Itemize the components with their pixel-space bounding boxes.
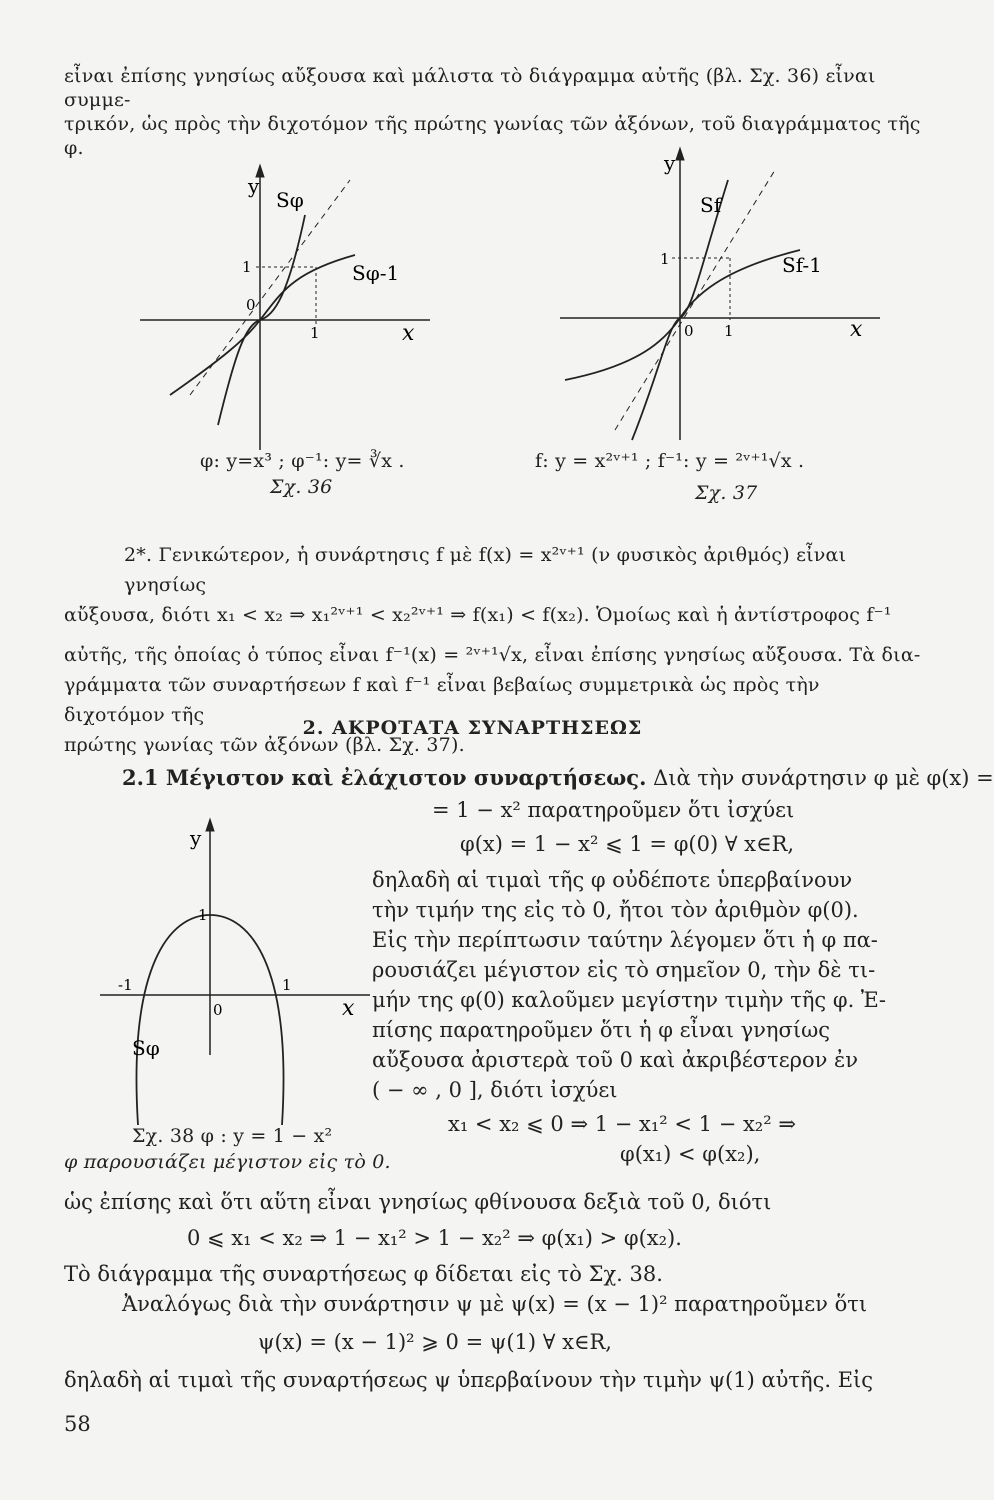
text-line: πίσης παρατηροῦμεν ὅτι ἡ φ εἶναι γνησίως [372, 1018, 830, 1042]
tick-y-1: 1 [198, 906, 208, 924]
page-number: 58 [64, 1412, 91, 1436]
origin-label: 0 [246, 296, 256, 314]
text-line: Τὸ διάγραμμα τῆς συναρτήσεως φ δίδεται εἰς τὸ Σχ. 38. [64, 1262, 663, 1286]
fig38-caption-2: φ παρουσιάζει μέγιστον εἰς τὸ 0. [64, 1151, 391, 1173]
text-line: πρώτης γωνίας τῶν ἀξόνων (βλ. Σχ. 37). [64, 734, 465, 756]
x-axis-label: x [402, 321, 415, 346]
sub-heading-rest: Διὰ τὴν συνάρτησιν φ μὲ φ(x) = [653, 766, 994, 790]
tick-y-1: 1 [660, 250, 670, 268]
text-line: δηλαδὴ αἱ τιμαὶ τῆς συναρτήσεως ψ ὑπερβαίνουν τὴν τιμὴν ψ(1) αὐτῆς. Εἰς [64, 1368, 874, 1392]
text-line: ( − ∞ , 0 ], διότι ἰσχύει [372, 1078, 618, 1102]
text-line: φ(x₁) < φ(x₂), [620, 1142, 761, 1166]
y-axis-arrow [206, 819, 214, 831]
text-line: ὡς ἐπίσης καὶ ὅτι αὕτη εἶναι γνησίως φθίνουσα δεξιὰ τοῦ 0, διότι [64, 1190, 772, 1214]
fig36-caption: Σχ. 36 [270, 476, 333, 498]
text-line: αὔξουσα, διότι x₁ < x₂ ⇒ x₁²ᵛ⁺¹ < x₂²ᵛ⁺¹ ⇒ f(x₁) < f(x₂). Ὁμοίως καὶ ἡ ἀντίστροφος f⁻¹ [64, 604, 892, 626]
figure-38 [80, 815, 380, 1135]
y-axis-label: y [664, 151, 676, 175]
text-line: αὔξουσα ἀριστερὰ τοῦ 0 καὶ ἀκριβέστερον ἐν [372, 1048, 859, 1072]
origin-label: 0 [684, 322, 694, 340]
text-line: 0 ⩽ x₁ < x₂ ⇒ 1 − x₁² > 1 − x₂² ⇒ φ(x₁) > φ(x₂). [187, 1226, 682, 1250]
text-line: ρουσιάζει μέγιστον εἰς τὸ σημεῖον 0, τὴν δὲ τι- [372, 958, 876, 982]
sub-heading-line [122, 763, 994, 793]
curve-label-phi-inverse: Sφ-1 [352, 261, 400, 285]
text-line: ψ(x) = (x − 1)² ⩾ 0 = ψ(1) ∀ x∈R, [258, 1330, 612, 1354]
text-line: x₁ < x₂ ⩽ 0 ⇒ 1 − x₁² < 1 − x₂² ⇒ [448, 1112, 796, 1136]
x-axis-label: x [850, 317, 863, 342]
y-axis-arrow [676, 148, 684, 160]
tick-x-1: 1 [724, 322, 734, 340]
text-line: Ἀναλόγως διὰ τὴν συνάρτησιν ψ μὲ ψ(x) = (x − 1)² παρατηροῦμεν ὅτι [122, 1292, 868, 1316]
figure-36 [130, 155, 450, 455]
tick-x-1: 1 [310, 324, 320, 342]
curve-label-phi: Sφ [276, 188, 304, 212]
y-axis-label: y [190, 826, 202, 850]
text-line: γράμματα τῶν συναρτήσεων f καὶ f⁻¹ εἶναι βεβαίως συμμετρικὰ ὡς πρὸς τὴν διχοτόμον τῆς [64, 674, 820, 726]
x-axis-label: x [342, 996, 355, 1021]
text-line: τὴν τιμήν της εἰς τὸ 0, ἤτοι τὸν ἀριθμὸν φ(0). [372, 898, 859, 922]
tick-y-1: 1 [242, 258, 252, 276]
tick-x-pos1: 1 [282, 976, 292, 994]
text-line: 2*. Γενικώτερον, ἡ συνάρτησις f μὲ f(x) = x²ᵛ⁺¹ (ν φυσικὸς ἀριθμός) εἶναι γνησίως [124, 544, 847, 596]
tick-x-neg1: -1 [118, 976, 133, 994]
figure-37 [560, 140, 900, 460]
text-line: μήν της φ(0) καλοῦμεν μεγίστην τιμὴν τῆς φ. Ἐ- [372, 988, 886, 1012]
text-line: = 1 − x² παρατηροῦμεν ὅτι ἰσχύει [432, 798, 795, 822]
curve-f-inverse [565, 250, 800, 380]
section-heading: 2. ΑΚΡΟΤΑΤΑ ΣΥΝΑΡΤΗΣΕΩΣ [302, 717, 643, 739]
bottom-text [64, 1187, 926, 1395]
sub-heading: 2.1 Μέγιστον καὶ ἐλάχιστον συναρτήσεως. [122, 765, 647, 790]
fig38-caption-1: Σχ. 38 φ : y = 1 − x² [132, 1125, 333, 1147]
text-line: φ(x) = 1 − x² ⩽ 1 = φ(0) ∀ x∈R, [460, 832, 795, 856]
text-line: δηλαδὴ αἱ τιμαὶ τῆς φ οὐδέποτε ὑπερβαίνουν [372, 868, 853, 892]
curve-phi-inverse [170, 255, 355, 395]
curve-label-f: Sf [700, 193, 722, 217]
curve-label-f-inverse: Sf-1 [782, 253, 822, 277]
text-line: τρικόν, ὡς πρὸς τὴν διχοτόμον τῆς πρώτης γωνίας τῶν ἀξόνων, τοῦ διαγράμματος τῆς φ. [64, 113, 921, 159]
text-line: Εἰς τὴν περίπτωσιν ταύτην λέγομεν ὅτι ἡ φ πα- [372, 928, 878, 952]
curve-label-phi: Sφ [132, 1036, 160, 1060]
right-column [372, 795, 927, 1169]
fig37-caption: Σχ. 37 [695, 482, 758, 504]
fig36-formula: φ: y=x³ ; φ⁻¹: y= ∛x . [200, 450, 405, 472]
text-line: αὐτῆς, τῆς ὁποίας ὁ τύπος εἶναι f⁻¹(x) = ²ᵛ⁺¹√x, εἶναι ἐπίσης γνησίως αὔξουσα. Τὰ δια- [64, 644, 921, 666]
origin-label: 0 [213, 1001, 223, 1019]
text-line: εἶναι ἐπίσης γνησίως αὔξουσα καὶ μάλιστα τὸ διάγραμμα αὐτῆς (βλ. Σχ. 36) εἶναι συμμε- [64, 65, 876, 111]
y-axis-label: y [248, 174, 260, 198]
fig37-formula: f: y = x²ᵛ⁺¹ ; f⁻¹: y = ²ᵛ⁺¹√x . [535, 450, 805, 472]
